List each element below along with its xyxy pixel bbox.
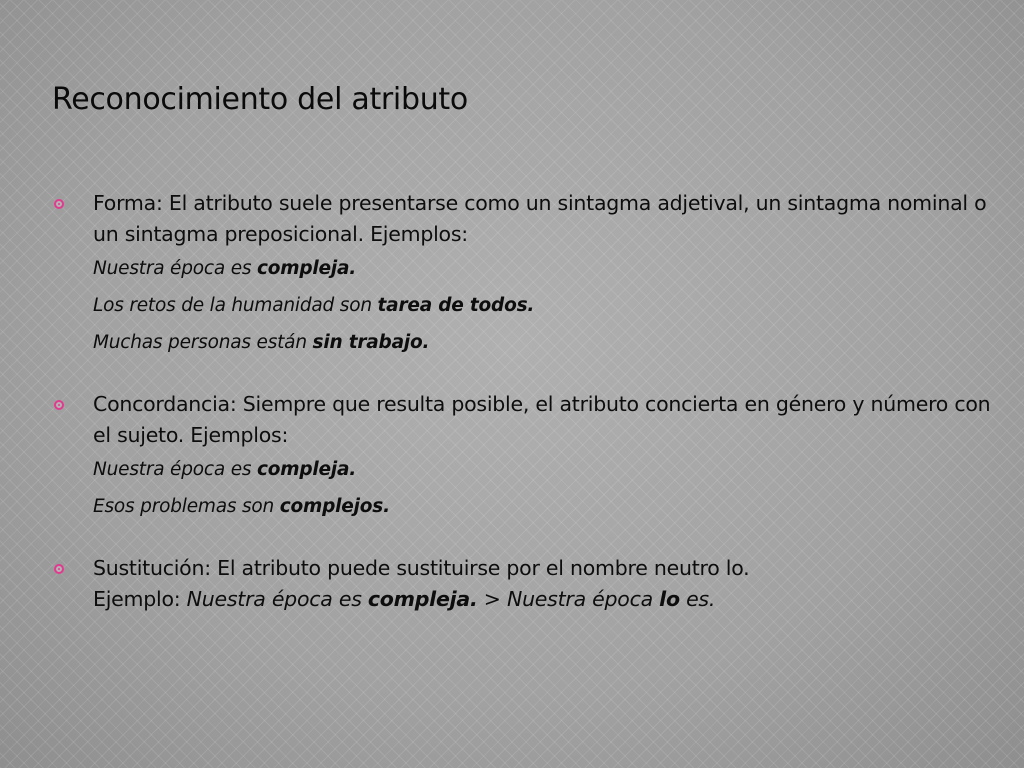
example-plain: es. (679, 587, 716, 611)
bullet-sustitucion (52, 553, 992, 615)
ring-bullet-icon (54, 199, 64, 209)
example-bold: sin trabajo. (312, 332, 430, 353)
example-bold: compleja. (257, 258, 357, 279)
example-plain: Nuestra época es (93, 459, 257, 480)
bullet-text: Concordancia: Siempre que resulta posible, el atributo concierta en género y número con el sujeto. Ejemplos: (93, 392, 991, 447)
example-plain: Nuestra época (506, 587, 660, 611)
bullet-line: Sustitución: El atributo puede sustituirse por el nombre neutro lo. (93, 556, 750, 580)
ring-bullet-icon (54, 564, 64, 574)
bullet-forma (52, 188, 992, 361)
example-line (93, 488, 992, 525)
example-bold: lo (659, 587, 680, 611)
arrow-text: > (477, 587, 507, 611)
example-bold: tarea de todos. (377, 295, 535, 316)
example-label: Ejemplo: (93, 587, 187, 611)
bullet-line (93, 584, 992, 615)
ring-bullet-icon (54, 400, 64, 410)
example-bold: compleja. (257, 459, 357, 480)
bullet-text (93, 553, 992, 615)
example-line (93, 250, 992, 287)
example-line (93, 324, 992, 361)
example-line (93, 451, 992, 488)
example-plain: Esos problemas son (93, 496, 280, 517)
slide-title: Reconocimiento del atributo (52, 82, 468, 117)
example-bold: complejos. (279, 496, 390, 517)
example-plain: Nuestra época es (93, 258, 257, 279)
bullet-text: Forma: El atributo suele presentarse como un sintagma adjetival, un sintagma nominal o un sintagma preposicional. Ejemplos: (93, 191, 987, 246)
example-plain: Nuestra época es (186, 587, 368, 611)
example-line (93, 287, 992, 324)
bullet-concordancia (52, 389, 992, 525)
example-plain: Muchas personas están (93, 332, 313, 353)
slide-content (52, 188, 992, 615)
example-bold: compleja. (367, 587, 478, 611)
example-plain: Los retos de la humanidad son (93, 295, 378, 316)
